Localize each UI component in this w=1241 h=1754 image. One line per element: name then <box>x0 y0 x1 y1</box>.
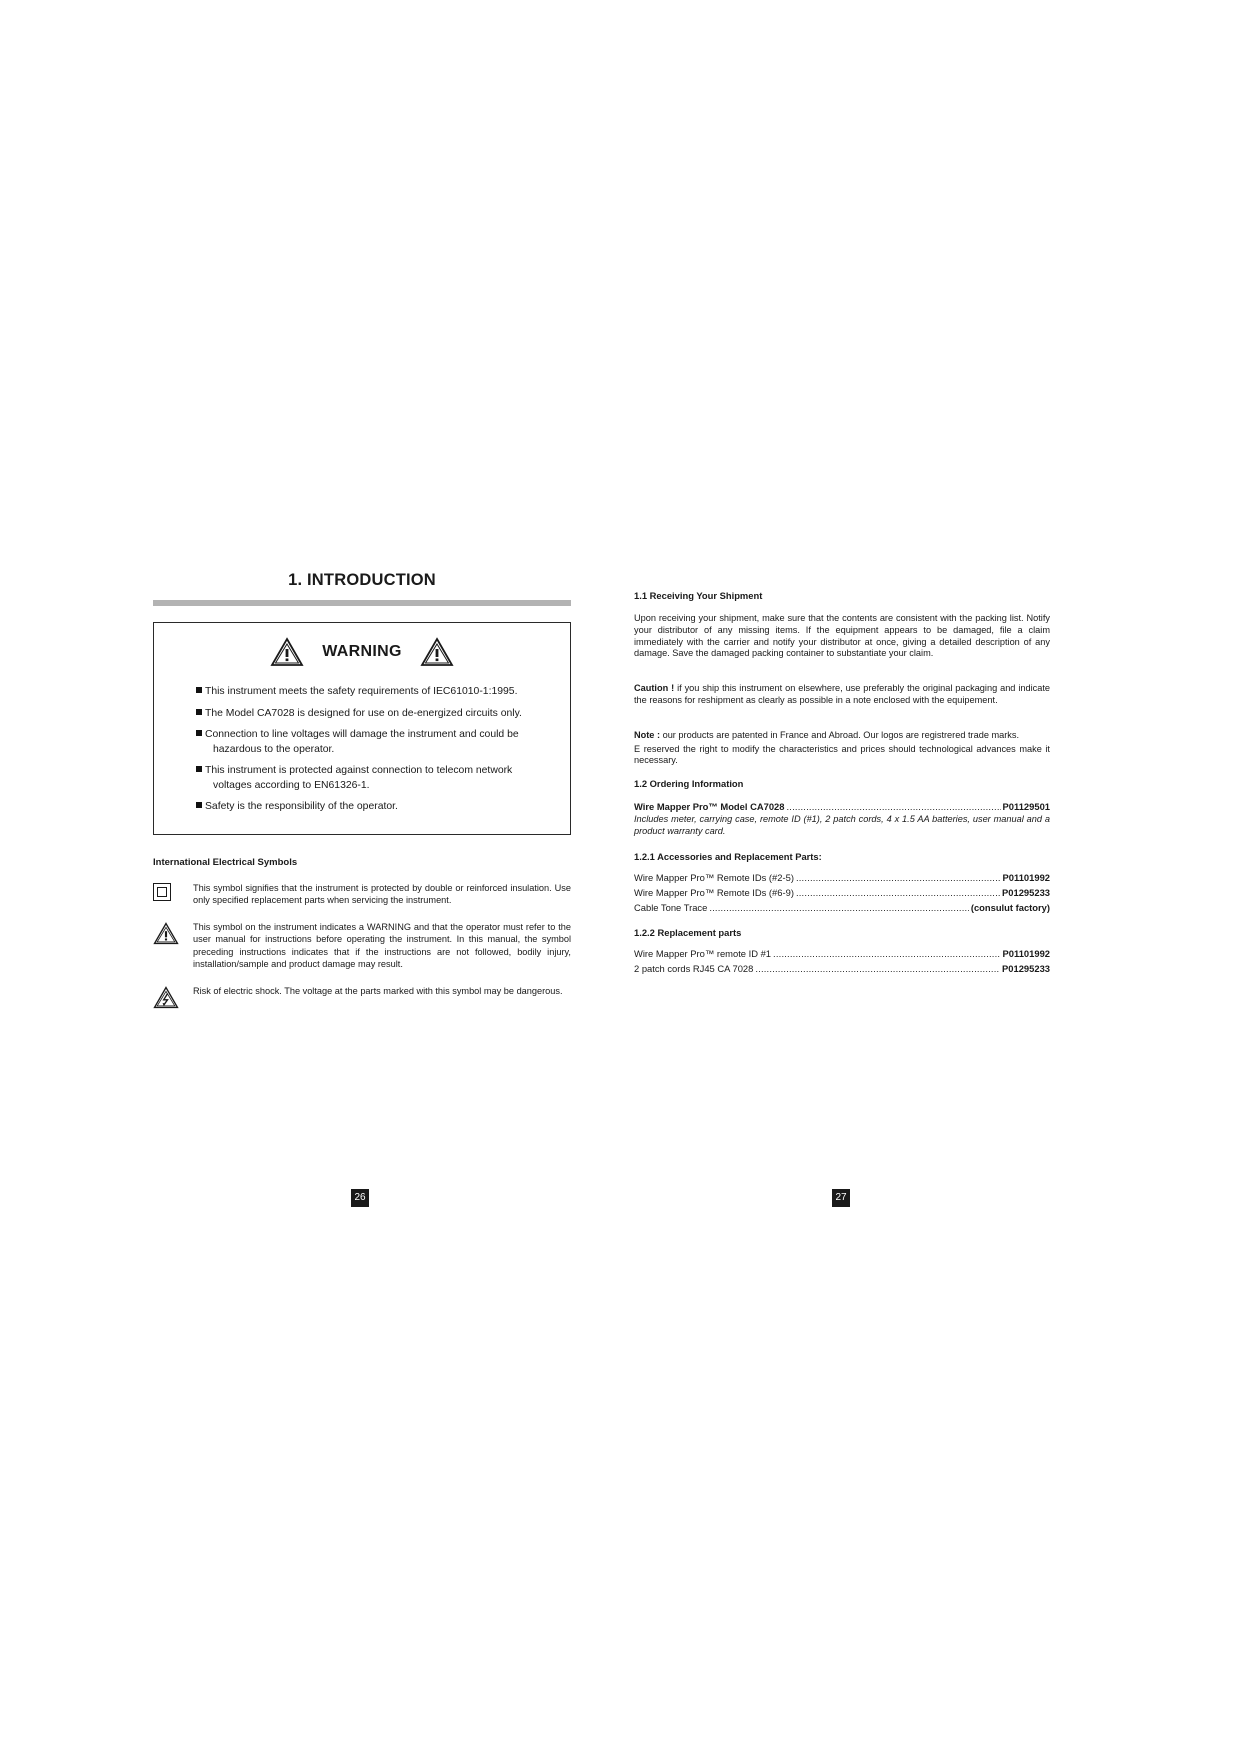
warning-header <box>154 637 570 667</box>
bullet-icon <box>196 709 202 715</box>
note-paragraph: Note : our products are patented in France and Abroad. Our logos are registrered trade marks. <box>634 729 1020 740</box>
warning-item: Connection to line voltages will damage the instrument and could be hazardous to the operator. <box>196 728 570 757</box>
section-heading: 1.2 Ordering Information <box>634 778 744 790</box>
right-page <box>634 590 1050 976</box>
warning-triangle-icon <box>420 637 454 667</box>
bullet-icon <box>196 730 202 736</box>
section-heading: 1.1 Receiving Your Shipment <box>634 590 763 601</box>
caution-paragraph: Caution ! if you ship this instrument on elsewhere, use preferably the original packaging and indicate the reasons for reshipment as clearly as possible in a note enclosed with the equipement. <box>634 683 1050 705</box>
reserved-paragraph: E reserved the right to modify the characteristics and prices should technological advances make it necessary. <box>634 743 1050 766</box>
order-line: Cable Tone Trace ..... (consulut factory) <box>634 900 1050 915</box>
warning-item: This instrument meets the safety requirements of IEC61010-1:1995. <box>196 685 570 700</box>
page-number-right: 27 <box>832 1189 850 1207</box>
order-line: Wire Mapper Pro™ Remote IDs (#2-5) ..... P01101992 <box>634 870 1050 885</box>
bullet-icon <box>196 687 202 693</box>
warning-item: This instrument is protected against connection to telecom network voltages according to EN61326-1. <box>196 764 570 793</box>
order-line: Wire Mapper Pro™ remote ID #1 ..... P01101992 <box>634 946 1050 961</box>
symbol-description: This symbol on the instrument indicates a WARNING and that the operator must refer to the user manual for instructions before operating the instrument. In this manual, the symbol preceding instructions indicates that if the instructions are not followed, bodily injury, installation/sample and product damage may result. <box>193 921 571 970</box>
symbol-description: Risk of electric shock. The voltage at the parts marked with this symbol may be dangerous. <box>193 986 563 997</box>
warning-box <box>153 622 571 835</box>
warning-item: The Model CA7028 is designed for use on de-energized circuits only. <box>196 707 570 722</box>
page-number-left: 26 <box>351 1189 369 1207</box>
symbol-row <box>153 921 571 971</box>
bullet-icon <box>196 766 202 772</box>
chapter-title: 1. INTRODUCTION <box>288 571 436 589</box>
order-line: Wire Mapper Pro™ Model CA7028 ..... P01129501 <box>634 799 1050 814</box>
order-line: 2 patch cords RJ45 CA 7028 ..... P01295233 <box>634 961 1050 976</box>
symbol-description: This symbol signifies that the instrument is protected by double or reinforced insulation. Use only specified replacement parts when servicing the instrument. <box>193 882 571 906</box>
symbol-row <box>153 985 571 1014</box>
symbol-row <box>153 882 571 907</box>
double-insulation-icon <box>153 883 171 901</box>
order-line: Wire Mapper Pro™ Remote IDs (#6-9) ..... P01295233 <box>634 885 1050 900</box>
section-heading: 1.2.2 Replacement parts <box>634 926 742 938</box>
warning-triangle-icon <box>270 637 304 667</box>
symbols-heading: International Electrical Symbols <box>153 856 298 868</box>
bullet-icon <box>196 802 202 808</box>
caution-label: Caution ! <box>634 683 675 694</box>
warning-list <box>154 685 570 815</box>
replacement-list <box>634 946 1050 976</box>
warning-triangle-icon <box>153 922 179 945</box>
warning-title: WARNING <box>322 643 402 660</box>
left-page <box>153 560 571 1014</box>
electric-shock-icon <box>153 986 179 1009</box>
warning-item: Safety is the responsibility of the operator. <box>196 800 570 815</box>
receiving-paragraph: Upon receiving your shipment, make sure that the contents are consistent with the packing list. Notify your distributor of any missing items. If the equipment appears to be damaged, file a claim immediately with the carrier and notify your distributor at once, giving a detailed description of any damage. Save the damaged packing container to substantiate your claim. <box>634 613 1050 659</box>
includes-paragraph: Includes meter, carrying case, remote ID (#1), 2 patch cords, 4 x 1.5 AA batteries, user manual and a product warranty card. <box>634 814 1050 836</box>
accessories-list <box>634 870 1050 915</box>
title-rule <box>153 600 571 606</box>
section-heading: 1.2.1 Accessories and Replacement Parts: <box>634 850 822 862</box>
note-label: Note : <box>634 729 661 740</box>
